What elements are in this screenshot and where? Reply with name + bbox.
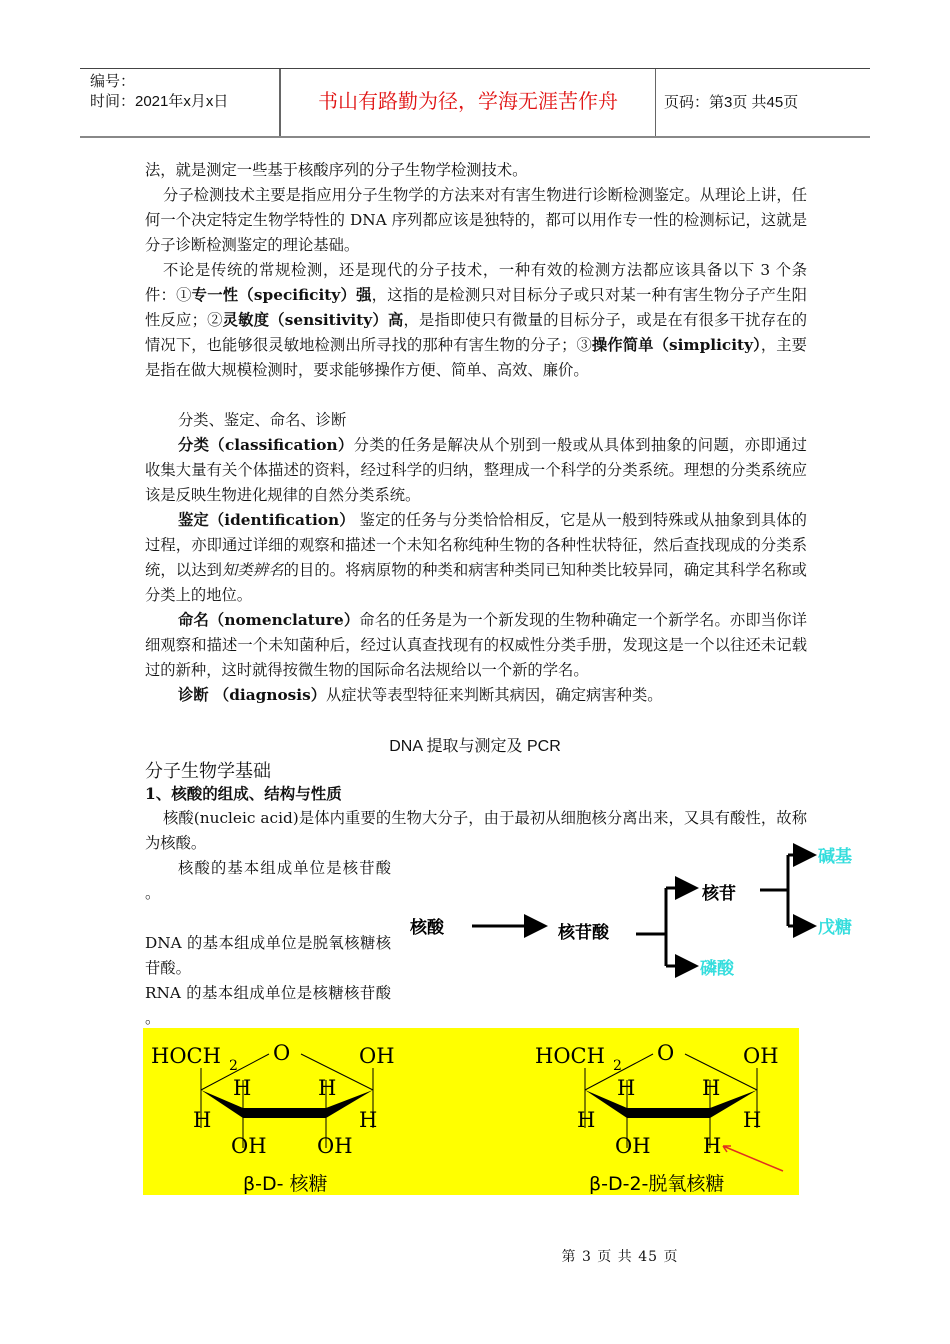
text: 命名的任务是为一个新发现的生物种确定一个新学名。亦即当你详细观察和描述一个未知菌种后，经过认真查找现有的权威性分类手册，发现这是一个以往还未记载过的新种，这时就得按微生物的国际命名法规给以一个新的学名。 [145, 611, 807, 679]
paragraph [145, 608, 807, 683]
paragraph: 法，就是测定一些基于核酸序列的分子生物学检测技术。 [145, 161, 528, 179]
label-h: H [318, 1076, 337, 1100]
label-h: H [233, 1076, 252, 1100]
nucleic-acid-composition-diagram [400, 840, 870, 990]
label-h: H [577, 1108, 596, 1132]
text: 分类的任务是解决从个别到一般或从具体到抽象的问题，亦即通过收集大量有关个体描述的资料，经过科学的归纳，整理成一个科学的分类系统。理想的分类系统应该是反映生物进化规律的自然分类系统。 [145, 436, 807, 504]
node-nucleotide: 核苷酸 [558, 923, 609, 943]
header-page-label: 页码：第3页 共45页 [664, 94, 799, 111]
blank-line [145, 906, 391, 931]
paragraph: 分类、鉴定、命名、诊断 [178, 411, 347, 429]
label-h: H [743, 1108, 762, 1132]
pointer-arrow [723, 1146, 783, 1171]
branch-lines [760, 855, 788, 926]
paragraph: DNA 的基本组成单位是脱氧核糖核苷酸。 [145, 934, 391, 977]
paragraph: RNA 的基本组成单位是核糖核苷酸 。 [145, 984, 391, 1027]
subheading: 1、核酸的组成、结构与性质 [145, 784, 342, 803]
label-h: H [193, 1108, 212, 1132]
label-oh: OH [615, 1134, 651, 1158]
node-base: 碱基 [818, 847, 852, 867]
intro-paragraph: 核酸(nucleic acid)是体内重要的生物大分子，由于最初从细胞核分离出来，又具有酸性，故称为核酸。 [145, 809, 807, 852]
header-meta [80, 69, 280, 136]
paragraph [145, 683, 807, 708]
text: 不论是传统的常规检测，还是现代的分子技术，一种有效的检测方法都应该具备以下 3 个条件：① [145, 261, 807, 304]
label-hoch2: HOCH [535, 1044, 605, 1068]
number-label: 编号： [90, 73, 136, 90]
text: 鉴定的任务与分类恰恰相反，它是从一般到特殊或从抽象到具体的过程，亦即通过详细的观察和描述一个未知名称纯种生物的各种性状特征，然后查找现成的分类系统，以达到 [145, 511, 807, 579]
date-label: 时间：2021年x月x日 [90, 93, 229, 110]
text: ，这指的是检测只对目标分子或只对某一种有害生物分子产生阳性反应；② [145, 286, 807, 329]
bold-term: 灵敏度（sensitivity）高 [222, 311, 404, 329]
blank-line [145, 383, 807, 408]
label-h: H [702, 1076, 721, 1100]
node-nucleic-acid: 核酸 [410, 918, 444, 938]
paragraph [145, 258, 807, 383]
label-h: H [617, 1076, 636, 1100]
bold-term: 命名（nomenclature） [178, 611, 360, 629]
bold-term: 分类（classification） [178, 436, 354, 454]
bold-term: 鉴定（identification） [178, 511, 355, 529]
text: ，主要是指在做大规模检测时，要求能够操作方便、简单、高效、廉价。 [145, 336, 807, 379]
text: ，是指即使只有微量的目标分子，或是在有很多干扰存在的情况下，也能够很灵敏地检测出所寻找的那种有害生物的分子；③ [145, 311, 807, 354]
italic-term: 知类辨名 [221, 561, 284, 579]
label-oh: OH [743, 1044, 779, 1068]
bold-term: 操作简单（simplicity） [591, 336, 761, 354]
section-heading: 分子生物学基础 [145, 761, 271, 781]
label-oh: OH [359, 1044, 395, 1068]
text: 从症状等表型特征来判断其病因，确定病害种类。 [326, 686, 663, 704]
label-h-deoxy: H [703, 1134, 722, 1158]
paragraph [145, 508, 807, 608]
section-title: DNA 提取与测定及 PCR [389, 738, 561, 755]
sugar-structures [143, 1028, 799, 1195]
node-pentose: 戊糖 [818, 918, 852, 938]
deoxyribose-structure [535, 1041, 783, 1195]
text: 的目的。将病原物的种类和病害种类同已知种类比较异同，确定其科学名称或分类上的地位。 [145, 561, 807, 604]
page-header [80, 68, 870, 138]
paragraph [145, 433, 807, 508]
label-oh: OH [317, 1134, 353, 1158]
bold-term: 诊断 （diagnosis） [178, 686, 326, 704]
label-o: O [273, 1041, 291, 1065]
label-h: H [359, 1108, 378, 1132]
label-oh: OH [231, 1134, 267, 1158]
sugar-structures-figure [143, 1028, 799, 1195]
caption-ribose: β-D- 核糖 [243, 1173, 328, 1195]
bold-term: 专一性（specificity）强 [191, 286, 372, 304]
body-text [145, 158, 807, 708]
branch-lines [636, 888, 690, 966]
node-nucleoside: 核苷 [702, 884, 736, 904]
ribose-structure [151, 1041, 395, 1195]
header-motto: 书山有路勤为径，学海无涯苦作舟 [280, 69, 656, 136]
label-o: O [657, 1041, 675, 1065]
subscript: 2 [613, 1058, 622, 1074]
paragraph: 分子检测技术主要是指应用分子生物学的方法来对有害生物进行诊断检测鉴定。从理论上讲，任何一个决定特定生物学特性的 DNA 序列都应该是独特的，都可以用作专一性的检测标记，这就是分子诊断检测鉴定的理论基础。 [145, 186, 807, 254]
node-phosphate: 磷酸 [700, 959, 734, 979]
page-footer: 第 3 页 共 45 页 [561, 1249, 679, 1265]
caption-deoxyribose: β-D-2-脱氧核糖 [589, 1173, 725, 1195]
subscript: 2 [229, 1058, 238, 1074]
label-hoch2: HOCH [151, 1044, 221, 1068]
composition-text [145, 856, 391, 1031]
paragraph: 核酸的基本组成单位是核苷酸 。 [145, 859, 391, 902]
